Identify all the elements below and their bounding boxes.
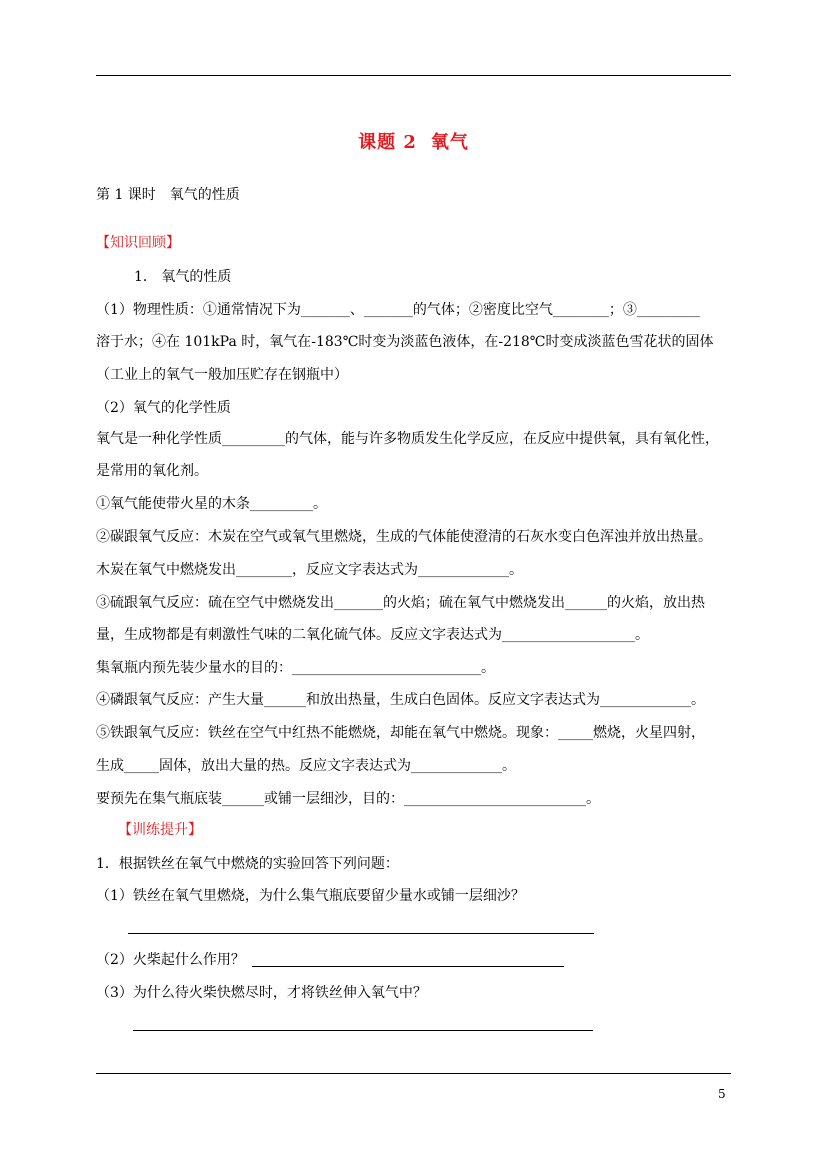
- question1-part2: （2）火柴起什么作用？: [96, 952, 245, 968]
- review-heading: 【知识回顾】: [96, 235, 180, 251]
- chemical-item3-line1: ③硫跟氧气反应：硫在空气中燃烧发出_______的火焰；硫在氧气中燃烧发出______的火焰，放出热: [96, 595, 705, 611]
- answer-line-2[interactable]: [252, 966, 564, 967]
- question1-part1: （1）铁丝在氧气里燃烧，为什么集气瓶底要留少量水或铺一层细沙？: [96, 888, 525, 904]
- header-rule: [96, 75, 731, 76]
- chemical-intro-line1: 氧气是一种化学性质_________的气体，能与许多物质发生化学反应，在反应中提供氧，具有氧化性，: [96, 431, 719, 447]
- question1: 1．根据铁丝在氧气中燃烧的实验回答下列问题：: [96, 856, 399, 872]
- chemical-item5-line3: 要预先在集气瓶底装______或铺一层细沙，目的：__________________________。: [96, 791, 600, 807]
- chemical-item3-line3: 集氧瓶内预先装少量水的目的：___________________________。: [96, 660, 495, 676]
- page-number: 5: [718, 1087, 726, 1101]
- title-part2: 氧气: [430, 132, 469, 153]
- chemical-item4: ④磷跟氧气反应：产生大量______和放出热量，生成白色固体。反应文字表达式为_____________。: [96, 692, 705, 708]
- chemical-item5-line2: 生成_____固体，放出大量的热。反应文字表达式为_____________。: [96, 758, 516, 774]
- footer-rule: [96, 1073, 731, 1074]
- chemical-item1: ①氧气能使带火星的木条_________。: [96, 496, 327, 512]
- chemical-item2-line2: 木炭在氧气中燃烧发出________，反应文字表达式为_____________。: [96, 562, 523, 578]
- physical-line2: 溶于水；④在 101kPa 时，氧气在-183℃时变为淡蓝色液体，在-218℃时变成淡蓝色雪花状的固体: [96, 334, 714, 350]
- lesson-subtitle: 第 1 课时 氧气的性质: [96, 187, 240, 203]
- physical-line1: （1）物理性质：①通常情况下为_______、_______的气体；②密度比空气________；③_________: [96, 302, 700, 318]
- title-part1: 课题 2: [358, 132, 417, 153]
- chemical-item2-line1: ②碳跟氧气反应：木炭在空气或氧气里燃烧，生成的气体能使澄清的石灰水变白色浑浊并放出热量。: [96, 529, 712, 545]
- page-title: [0, 128, 827, 154]
- physical-line3: （工业上的氧气一般加压贮存在钢瓶中）: [96, 367, 348, 383]
- chemical-item3-line2: 量，生成物都是有刺激性气味的二氧化硫气体。反应文字表达式为___________________。: [96, 627, 649, 643]
- chemical-heading: （2）氧气的化学性质: [96, 400, 231, 416]
- answer-line-1[interactable]: [128, 933, 594, 934]
- chemical-intro-line2: 是常用的氧化剂。: [96, 463, 208, 479]
- chemical-item5-line1: ⑤铁跟氧气反应：铁丝在空气中红热不能燃烧，却能在氧气中燃烧。现象：_____燃烧，火星四射，: [96, 725, 705, 741]
- question1-part3: （3）为什么待火柴快燃尽时，才将铁丝伸入氧气中？: [96, 985, 427, 1001]
- answer-line-3[interactable]: [133, 1030, 593, 1031]
- review-item1: 1． 氧气的性质: [134, 269, 232, 285]
- training-heading: 【训练提升】: [118, 822, 202, 838]
